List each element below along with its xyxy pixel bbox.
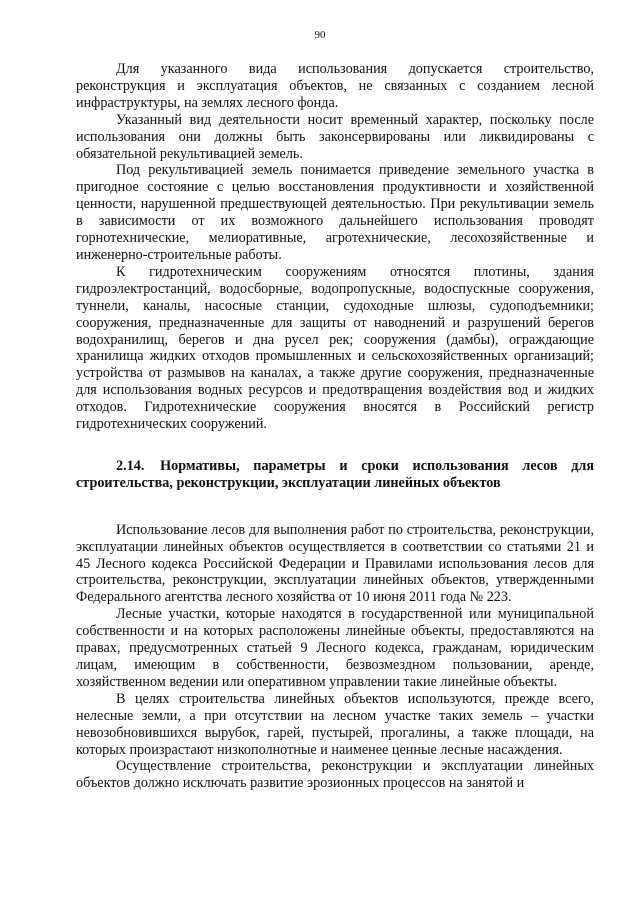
paragraph: Для указанного вида использования допускается строительство, реконструкция и эксплуатация объектов, не связанных с созданием лесной инфраструктуры, на землях лесного фонда.: [76, 61, 594, 111]
section-heading: [76, 458, 594, 492]
section-title: Нормативы, параметры и сроки использования лесов для строительства, реконструкции, эксплуатации линейных объектов: [76, 457, 595, 491]
paragraph: Использование лесов для выполнения работ по строительства, реконструкции, эксплуатации линейных объектов осуществляется в соответствии со статьями 21 и 45 Лесного кодекса Российской Федерации и Правилами использования лесов для строительства, реконструкции, эксплуатации линейных объектов, утвержденными Федерального агентства лесного хозяйства от 10 июня 2011 года № 223.: [76, 521, 594, 606]
page-number: 90: [314, 29, 326, 41]
paragraph: В целях строительства линейных объектов используются, прежде всего, нелесные земли, а при отсутствии на лесном участке таких земель – участки невозобновившихся вырубок, гарей, пустырей, прогалины, а также площади, на которых произрастают низкополнотные и наименее ценные лесные насаждения.: [76, 690, 594, 758]
paragraph: Указанный вид деятельности носит временный характер, поскольку после использования они должны быть законсервированы или ликвидированы с обязательной рекультивацией земель.: [76, 111, 594, 162]
paragraph: К гидротехническим сооружениям относятся плотины, здания гидроэлектростанций, водосборные, водопропускные, водоспускные сооружения, туннели, каналы, насосные станции, судоходные шлюзы, судоподъемники; сооружения, предназначенные для защиты от наводнений и разрушений берегов водохранилищ, берегов и дна русел рек; сооружения (дамбы), ограждающие хранилища жидких отходов промышленных и сельскохозяйственных организаций; устройства от размывов на каналах, а также другие сооружения, предназначенные для использования водных ресурсов и предотвращения воздействия вод и жидких отходов. Гидротехнические сооружения вносятся в Российский регистр гидротехнических сооружений.: [76, 263, 594, 433]
paragraph: Под рекультивацией земель понимается приведение земельного участка в пригодное состояние с целью восстановления продуктивности и хозяйственной ценности, нарушенной предшествующей деятельностью. При рекультивации земель в зависимости от их возможного дальнейшего использования проводят горнотехнические, мелиоративные, агротехнические, лесохозяйственные и инженерно-строительные работы.: [76, 162, 594, 263]
section-number: 2.14.: [116, 457, 145, 474]
paragraph: Осуществление строительства, реконструкции и эксплуатации линейных объектов должно исключать развитие эрозионных процессов на занятой и: [76, 758, 594, 792]
paragraph: Лесные участки, которые находятся в государственной или муниципальной собственности и на которых расположены линейные объекты, предоставляются на правах, предусмотренных статьей 9 Лесного кодекса, гражданам, юридическим лицам, имеющим в собственности, безвозмездном пользовании, аренде, хозяйственном ведении или оперативном управлении такие линейные объекты.: [76, 606, 594, 690]
document-body: [76, 61, 594, 792]
